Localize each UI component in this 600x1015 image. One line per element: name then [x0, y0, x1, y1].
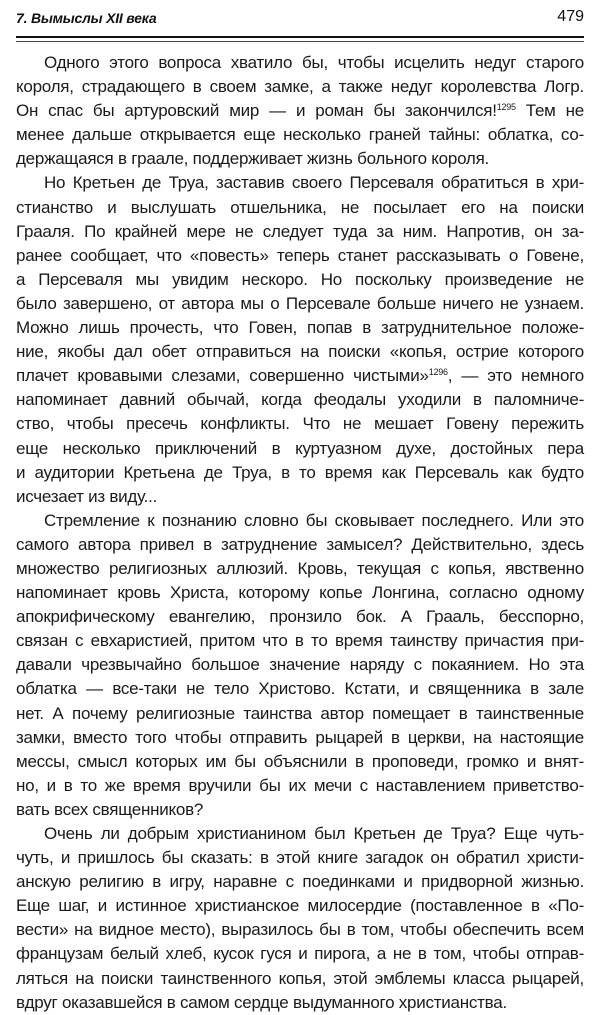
text-line: французам белый хлеб, кусок гуся и пирога, а не в том, чтобы отправ-: [16, 944, 584, 964]
text-line: нет. А почему религиозные таинства автор помещает в таинственные: [16, 703, 584, 723]
text-line: мессы, смысл которых им бы объяснили в проповеди, громко и внят-: [16, 751, 584, 771]
text-line: анскую религию в игру, наравне с поединками и придворной жизнью.: [16, 872, 584, 892]
text-line: связан с евхаристией, притом что в то время таинству причастия при-: [16, 631, 584, 651]
header-rule-thin: [16, 41, 584, 42]
text-line: напоминает давний обычай, когда феодалы уходили в паломниче-: [16, 390, 584, 410]
text-line: [16, 364, 584, 388]
paragraph: [16, 509, 584, 822]
text-line: множество религиозных аллюзий. Кровь, текущая с копья, явственно: [16, 558, 584, 578]
text-line: ство, чтобы пресечь конфликты. Что не мешает Говену пережить: [16, 414, 584, 434]
chapter-title: 7. Вымыслы XII века: [16, 10, 157, 26]
text-line: менее дальше открывается еще несколько граней тайны: облатка, со-: [16, 125, 584, 145]
text-span: , — это немного: [447, 366, 585, 386]
text-line: Одного этого вопроса хватило бы, чтобы исцелить недуг старого: [44, 53, 584, 72]
text-line: Но Кретьен де Труа, заставив своего Персеваля обратиться в хри-: [44, 173, 584, 193]
paragraph: [16, 51, 584, 171]
text-span: плачет кровавыми слезами, совершенно чистыми»: [16, 366, 429, 386]
text-line: облатка — все-таки не тело Христово. Кстати, и священника в зале: [16, 679, 584, 699]
text-line: ляться на поиски таинственного копья, этой эмблемы класса рыцарей,: [16, 968, 584, 988]
text-line: но, и в то же время вручили бы их мечи с наставлением приветство-: [16, 775, 584, 795]
text-line: стианство и выслушать отшельника, не посылает его на поиски: [16, 197, 584, 217]
text-line: замки, вместо того чтобы отправить рыцарей в церкви, на настоящие: [16, 727, 584, 747]
text-line: чуть, и пришлось бы сказать: в этой книге загадок он обратил христи-: [16, 848, 584, 868]
text-line: держащаяся в граале, поддерживает жизнь больного короля.: [16, 149, 490, 169]
page-number: 479: [557, 8, 584, 25]
text-line: самого автора привел в затруднение замысел? Действительно, здесь: [16, 534, 584, 554]
text-line: апокрифическому евангелию, пронзило бок. А Грааль, бесспорно,: [16, 607, 584, 627]
text-line: [16, 99, 584, 123]
text-line: Очень ли добрым христианином был Кретьен де Труа? Еще чуть-: [44, 824, 584, 843]
text-span: Тем не: [515, 101, 584, 121]
text-line: Стремление к познанию словно бы сковывает последнего. Или это: [44, 510, 584, 530]
text-line: Можно лишь прочесть, что Говен, попав в затруднительное положе-: [16, 318, 584, 338]
text-span: Он спас бы артуровский мир — и роман бы закончился!: [16, 101, 497, 121]
text-line: вести» на видное место), выразилось бы в том, чтобы обеспечить всем: [16, 920, 584, 940]
text-line: Грааля. По крайней мере не следует туда за ним. Напротив, он за-: [16, 221, 584, 241]
text-line: напоминает кровь Христа, которому копье Лонгина, согласно одному: [16, 583, 584, 603]
text-line: еще несколько приключений в куртуазном духе, достойных пера: [16, 438, 584, 458]
footnote-ref[interactable]: 1296: [428, 367, 448, 378]
body-text: [16, 51, 584, 1015]
text-line: вать всех священников?: [16, 799, 204, 819]
paragraph: [16, 822, 584, 1015]
paragraph: [16, 171, 584, 508]
text-line: ние, якобы дал обет отправиться на поиски «копья, острие которого: [16, 342, 584, 362]
running-header: [16, 6, 584, 30]
text-line: короля, страдающего в своем замке, а также недуг королевства Логр.: [16, 77, 584, 97]
text-line: исчезает из виду...: [16, 486, 158, 506]
footnote-ref[interactable]: 1295: [496, 102, 516, 113]
text-line: Еще шаг, и истинное христианское милосердие (поставленное в «По-: [16, 896, 584, 916]
text-line: вдруг оказавшейся в самом сердце выдуманного христианства.: [16, 992, 507, 1012]
text-line: а Персеваля мы увидим нескоро. Но поскольку произведение не: [16, 269, 584, 289]
text-line: было завершено, от автора мы о Персевале больше ничего не узнаем.: [16, 293, 584, 313]
text-line: ранее сообщает, что «повесть» теперь станет рассказывать о Говене,: [16, 245, 584, 265]
text-line: и аудитории Кретьена де Труа, в то время как Персеваль как будто: [16, 462, 584, 482]
text-line: давали чрезвычайно большое значение наряду с покаянием. Но эта: [16, 655, 584, 675]
